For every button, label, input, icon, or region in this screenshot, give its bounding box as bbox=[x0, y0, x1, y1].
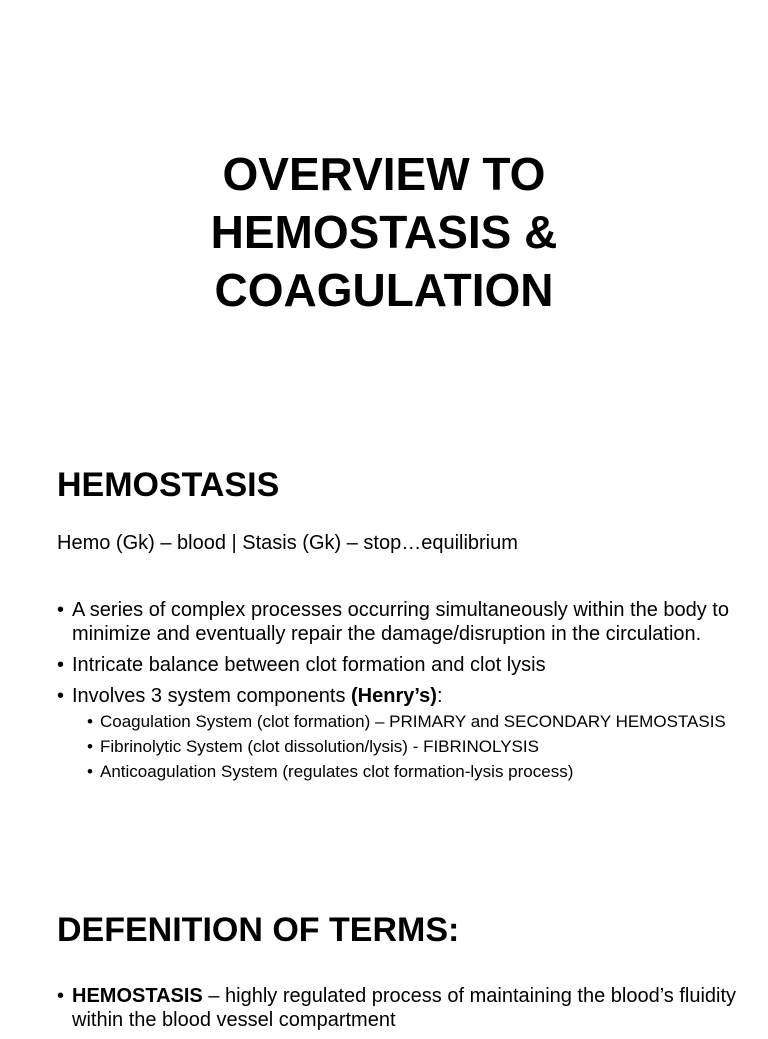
bullet-item-components bbox=[57, 684, 737, 782]
term-name: HEMOSTASIS bbox=[72, 985, 203, 1007]
sub-bullet-item: • Coagulation System (clot formation) – PRIMARY and SECONDARY HEMOSTASIS bbox=[72, 711, 737, 732]
bullet-item: • Intricate balance between clot formation and clot lysis bbox=[57, 653, 737, 677]
hemostasis-heading: HEMOSTASIS bbox=[57, 466, 280, 504]
sub-bullet-item: • Fibrinolytic System (clot dissolution/lysis) - FIBRINOLYSIS bbox=[72, 736, 737, 757]
hemostasis-bullet-list bbox=[57, 598, 737, 789]
components-source: (Henry’s) bbox=[351, 685, 437, 707]
sub-bullet-item: • Anticoagulation System (regulates clot formation-lysis process) bbox=[72, 761, 737, 782]
term-definition: – highly regulated process of maintaining the blood’s fluidity within the blood vessel compartment bbox=[72, 985, 737, 1031]
slide-title bbox=[0, 145, 768, 319]
title-line-3: COAGULATION bbox=[214, 264, 554, 316]
etymology-line: Hemo (Gk) – blood | Stasis (Gk) – stop…equilibrium bbox=[57, 532, 518, 554]
components-prefix: Involves 3 system components bbox=[72, 685, 352, 707]
title-line-2: HEMOSTASIS & bbox=[210, 206, 558, 258]
bullet-item: • A series of complex processes occurring simultaneously within the body to minimize and eventually repair the damage/disruption in the circulation. bbox=[57, 598, 737, 646]
components-sub-list bbox=[72, 711, 737, 782]
definition-of-terms-heading: DEFENITION OF TERMS: bbox=[57, 911, 460, 949]
term-item bbox=[57, 984, 737, 1032]
title-line-1: OVERVIEW TO bbox=[222, 148, 546, 200]
terms-bullet-list bbox=[57, 984, 737, 1039]
components-suffix: : bbox=[436, 685, 443, 707]
